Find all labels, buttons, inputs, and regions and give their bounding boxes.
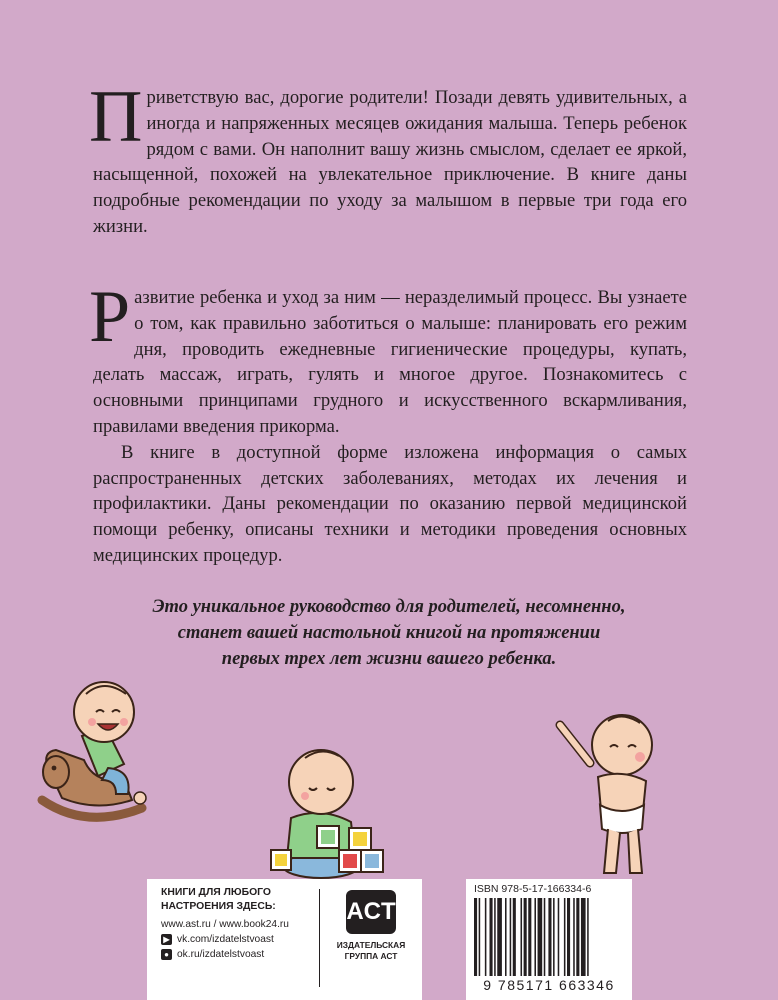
barcode-bar (521, 898, 523, 976)
tagline-line: станет вашей настольной книгой на протяжении (177, 623, 601, 643)
intro-text: риветствую вас, дорогие родители! Позади девять удивительных, а иногда и напряженных месяцев ожидания малыша. Теперь ребенок рядом с вами. Он наполнит вашу жизнь смыслом, сделает ее яркой, насыщенной, похожей на увлекательное приключение. В книге даны подробные рекомендации по уходу за малышом в первые три года его жизни. (93, 87, 687, 237)
ast-logo-mark: ACT (346, 890, 396, 934)
barcode-bar (534, 898, 536, 976)
barcode-bar (581, 898, 586, 976)
barcode-bar (567, 898, 570, 976)
tagline (70, 594, 708, 672)
ok-icon: ● (161, 949, 172, 960)
barcode-bar (558, 898, 560, 976)
baby-rocking-horse-illustration (36, 672, 156, 842)
barcode-bar (524, 898, 527, 976)
barcode-bar (564, 898, 566, 976)
barcode-bar (576, 898, 579, 976)
baby-with-blocks-illustration (265, 742, 410, 882)
barcode-bars (474, 898, 624, 976)
drop-cap: П (89, 76, 143, 158)
barcode-bar (474, 898, 477, 976)
heading-line: КНИГИ ДЛЯ ЛЮБОГО (161, 887, 271, 898)
websites-link[interactable] (161, 917, 321, 932)
tagline-line: первых трех лет жизни вашего ребенка. (221, 649, 557, 669)
barcode-bar (538, 898, 543, 976)
publisher-line: ГРУППА АСТ (344, 951, 398, 961)
barcode-bar (553, 898, 555, 976)
barcode-bar (544, 898, 546, 976)
barcode-bar (510, 898, 512, 976)
divider (319, 889, 320, 987)
barcode-bar (485, 898, 487, 976)
barcode-bar (528, 898, 531, 976)
development-section (89, 276, 687, 569)
publisher-name (335, 940, 407, 962)
standing-baby-illustration (550, 705, 668, 880)
barcode-bar (497, 898, 502, 976)
barcode-bar (548, 898, 551, 976)
links-section (161, 886, 321, 962)
barcode-bar (587, 898, 589, 976)
barcode-box (466, 879, 632, 1000)
vk-text: vk.com/izdatelstvoast (177, 934, 274, 945)
barcode-bar (505, 898, 507, 976)
drop-cap: Р (89, 276, 131, 358)
barcode-bar (490, 898, 493, 976)
publisher-info-box (147, 879, 422, 1000)
websites-text: www.ast.ru / www.book24.ru (161, 919, 289, 930)
tagline-line: Это уникальное руководство для родителей, несомненно, (152, 597, 626, 617)
links-heading (161, 886, 321, 913)
ok-link[interactable] (161, 947, 321, 962)
ok-text: ok.ru/izdatelstvoast (177, 949, 265, 960)
barcode-digits: 9 785171 663346 (483, 977, 615, 993)
heading-line: НАСТРОЕНИЯ ЗДЕСЬ: (161, 900, 276, 912)
development-text: азвитие ребенка и уход за ним — неразделимый процесс. Вы узнаете о том, как правильно заботиться о малыше: планировать его режим дня, проводить ежедневные гигиенические процедуры, купать, делать массаж, играть, гулять и многое другое. Познакомитесь с основными принципами грудного и искусственного вскармливания, правилами введения прикорма. (93, 287, 687, 437)
publisher-line: ИЗДАТЕЛЬСКАЯ (336, 940, 406, 950)
diseases-paragraph: В книге в доступной форме изложена информация о самых распространенных детских заболеваниях, методах их лечения и профилактики. Даны рекомендации по оказанию первой медицинской помощи ребенку, описаны техники и методики проведения основных медицинских процедур. (93, 441, 687, 566)
barcode-bar (513, 898, 516, 976)
vk-icon: ▶ (161, 934, 172, 945)
intro-paragraph (89, 76, 687, 240)
barcode-bar (494, 898, 496, 976)
vk-link[interactable] (161, 932, 321, 947)
barcode-bar (573, 898, 575, 976)
barcode-bar (479, 898, 481, 976)
isbn-label: ISBN 978-5-17-166334-6 (474, 883, 592, 895)
ast-logo (335, 890, 407, 962)
